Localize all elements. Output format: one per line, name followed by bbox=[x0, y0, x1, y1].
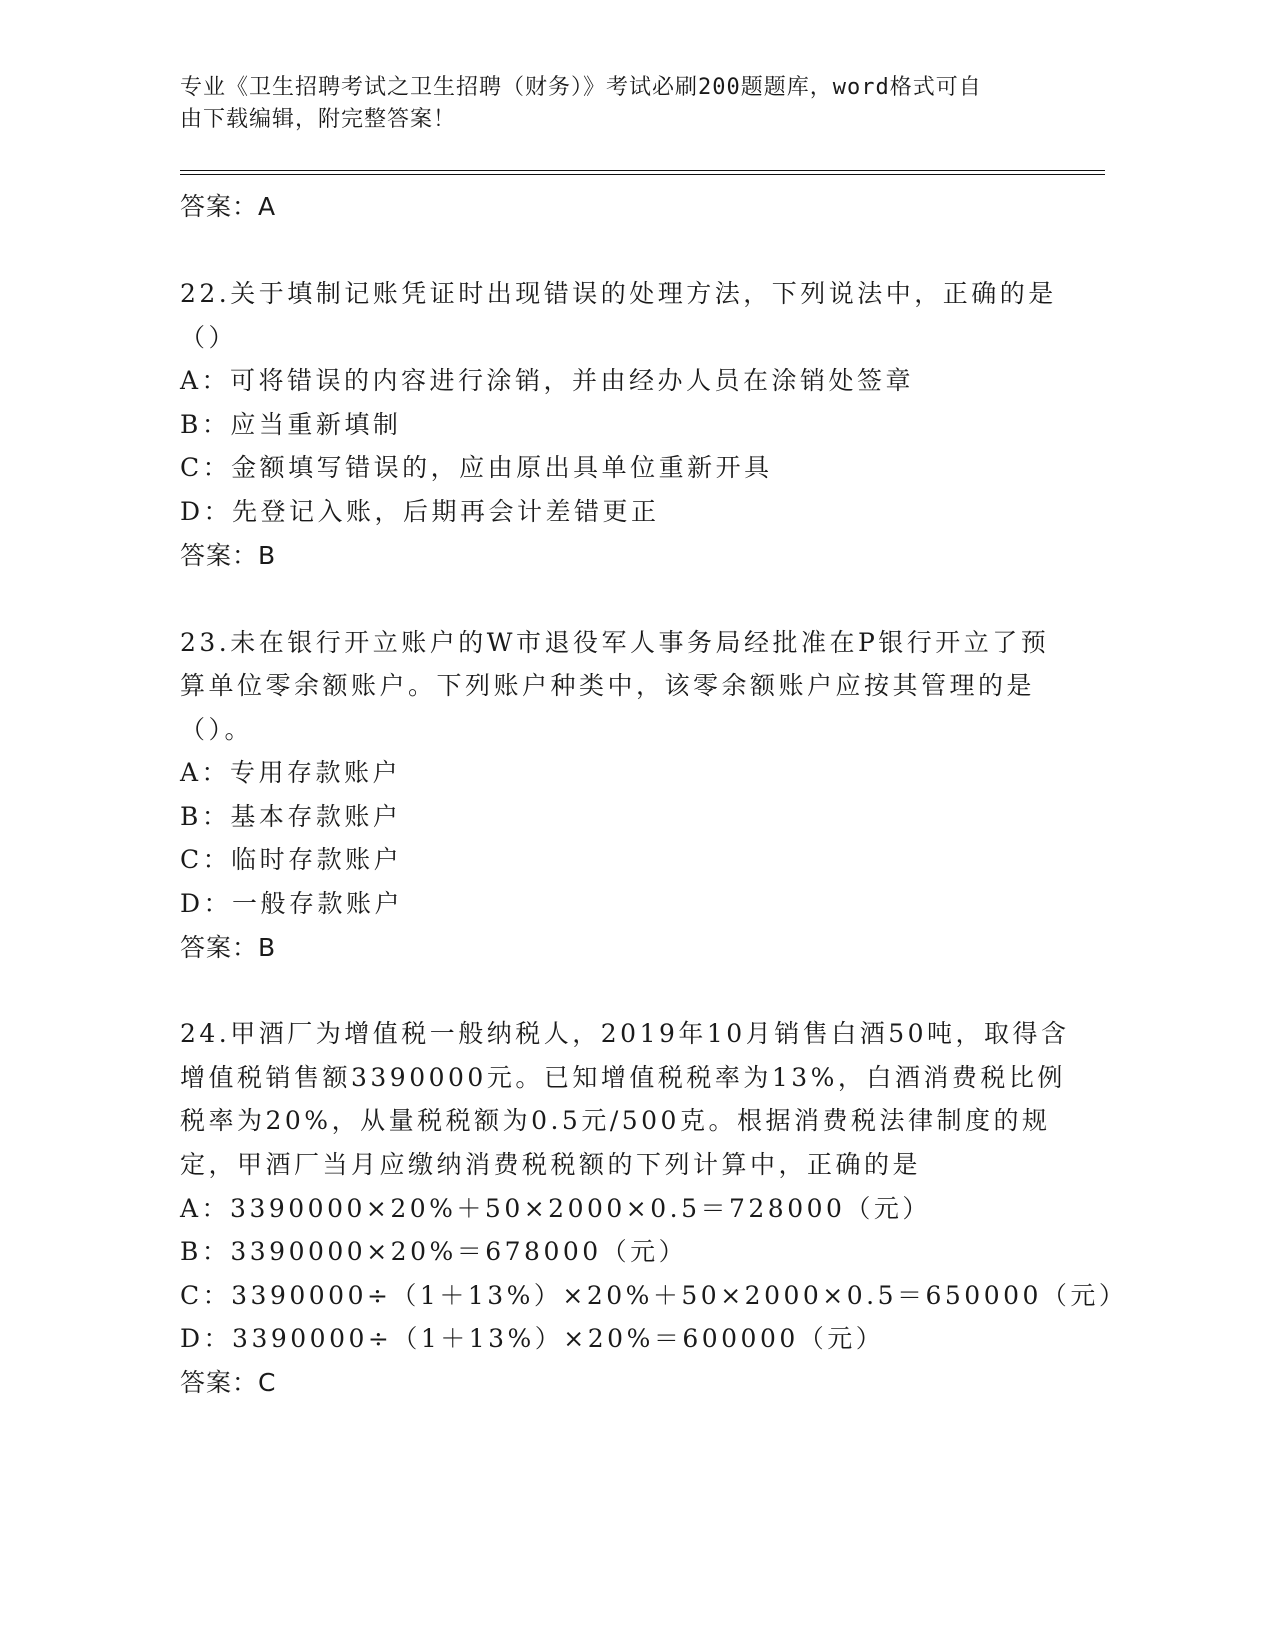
question-stem-line: 算单位零余额账户。下列账户种类中，该零余额账户应按其管理的是 bbox=[180, 671, 1036, 700]
option-b: B：应当重新填制 bbox=[180, 410, 402, 439]
option-a: A：3390000×20%＋50×2000×0.5＝728000（元） bbox=[180, 1194, 931, 1223]
question-stem-line: 税率为20%，从量税税额为0.5元/500克。根据消费税法律制度的规 bbox=[180, 1106, 1051, 1135]
question-stem-line: （）。 bbox=[180, 715, 254, 744]
option-b: B：3390000×20%＝678000（元） bbox=[180, 1237, 688, 1266]
option-a: A：专用存款账户 bbox=[180, 758, 402, 787]
header-line-2: 由下载编辑，附完整答案！ bbox=[180, 107, 457, 132]
answer-label: 答案：B bbox=[180, 933, 277, 962]
option-b: B：基本存款账户 bbox=[180, 802, 402, 831]
option-c: C：3390000÷（1＋13%）×20%＋50×2000×0.5＝650000（元） bbox=[180, 1281, 1128, 1310]
question-stem-line: （） bbox=[180, 323, 238, 352]
option-c: C：金额填写错误的，应由原出具单位重新开具 bbox=[180, 453, 773, 482]
question-stem-line: 24.甲酒厂为增值税一般纳税人，2019年10月销售白酒50吨，取得含 bbox=[180, 1019, 1070, 1048]
previous-answer: 答案：A bbox=[180, 192, 277, 221]
option-c: C：临时存款账户 bbox=[180, 845, 403, 874]
answer-label: 答案：C bbox=[180, 1368, 277, 1397]
header-rule-bottom bbox=[180, 174, 1105, 175]
header-rule-top bbox=[180, 170, 1105, 171]
question-stem-line: 23.未在银行开立账户的W市退役军人事务局经批准在P银行开立了预 bbox=[180, 628, 1050, 657]
option-a: A：可将错误的内容进行涂销，并由经办人员在涂销处签章 bbox=[180, 366, 915, 395]
document-header bbox=[180, 72, 1060, 136]
answer-label: 答案：B bbox=[180, 541, 277, 570]
option-d: D：3390000÷（1＋13%）×20%＝600000（元） bbox=[180, 1324, 885, 1353]
question-stem-line: 定，甲酒厂当月应缴纳消费税税额的下列计算中，正确的是 bbox=[180, 1150, 922, 1179]
option-d: D：一般存款账户 bbox=[180, 889, 404, 918]
header-line-1: 专业《卫生招聘考试之卫生招聘（财务）》考试必刷200题题库，word格式可自 bbox=[180, 75, 982, 100]
option-d: D：先登记入账，后期再会计差错更正 bbox=[180, 497, 660, 526]
question-stem-line: 增值税销售额3390000元。已知增值税税率为13%，白酒消费税比例 bbox=[180, 1063, 1066, 1092]
question-stem-line: 22.关于填制记账凭证时出现错误的处理方法，下列说法中，正确的是 bbox=[180, 279, 1057, 308]
